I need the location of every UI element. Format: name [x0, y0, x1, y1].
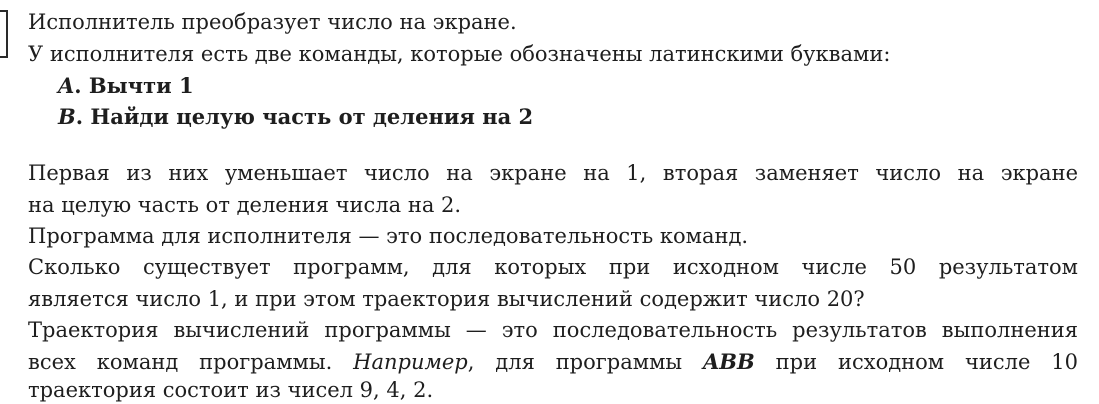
- paragraph-4-line-3: траектория состоит из чисел 9, 4, 2.: [28, 378, 434, 402]
- intro-line-1: Исполнитель преобразует число на экране.: [28, 10, 517, 34]
- intro-line-2: У исполнителя есть две команды, которые обозначены латинскими буквами:: [28, 42, 891, 66]
- paragraph-4-line-2-c: при исходном числе 10: [754, 350, 1079, 374]
- paragraph-3-line-2: является число 1, и при этом траектория вычислений содержит число 20?: [28, 287, 865, 311]
- paragraph-2: Программа для исполнителя — это последовательность команд.: [28, 224, 749, 248]
- paragraph-1-line-1: Первая из них уменьшает число на экране на 1, вторая заменяет число на экране: [28, 161, 1078, 185]
- example-program: ABB: [703, 349, 755, 374]
- paragraph-4-line-2-b: , для программы: [467, 350, 703, 374]
- task-number-box: [0, 10, 8, 58]
- command-b-text: . Найди целую часть от деления на 2: [75, 104, 534, 129]
- command-b-letter: B: [58, 104, 76, 129]
- command-a-text: . Вычти 1: [74, 73, 194, 98]
- command-b: [58, 103, 1099, 131]
- example-word: Например: [353, 350, 468, 374]
- command-a-letter: A: [58, 73, 75, 98]
- command-a: [58, 72, 1099, 100]
- paragraph-1-line-2: на целую часть от деления числа на 2.: [28, 193, 462, 217]
- paragraph-4-line-2: [28, 348, 1078, 376]
- paragraph-4-line-2-a: всех команд программы.: [28, 350, 354, 374]
- paragraph-3-line-1: Сколько существует программ, для которых при исходном числе 50 результатом: [28, 255, 1078, 279]
- paragraph-4-line-1: Траектория вычислений программы — это последовательность результатов выполнения: [28, 318, 1078, 342]
